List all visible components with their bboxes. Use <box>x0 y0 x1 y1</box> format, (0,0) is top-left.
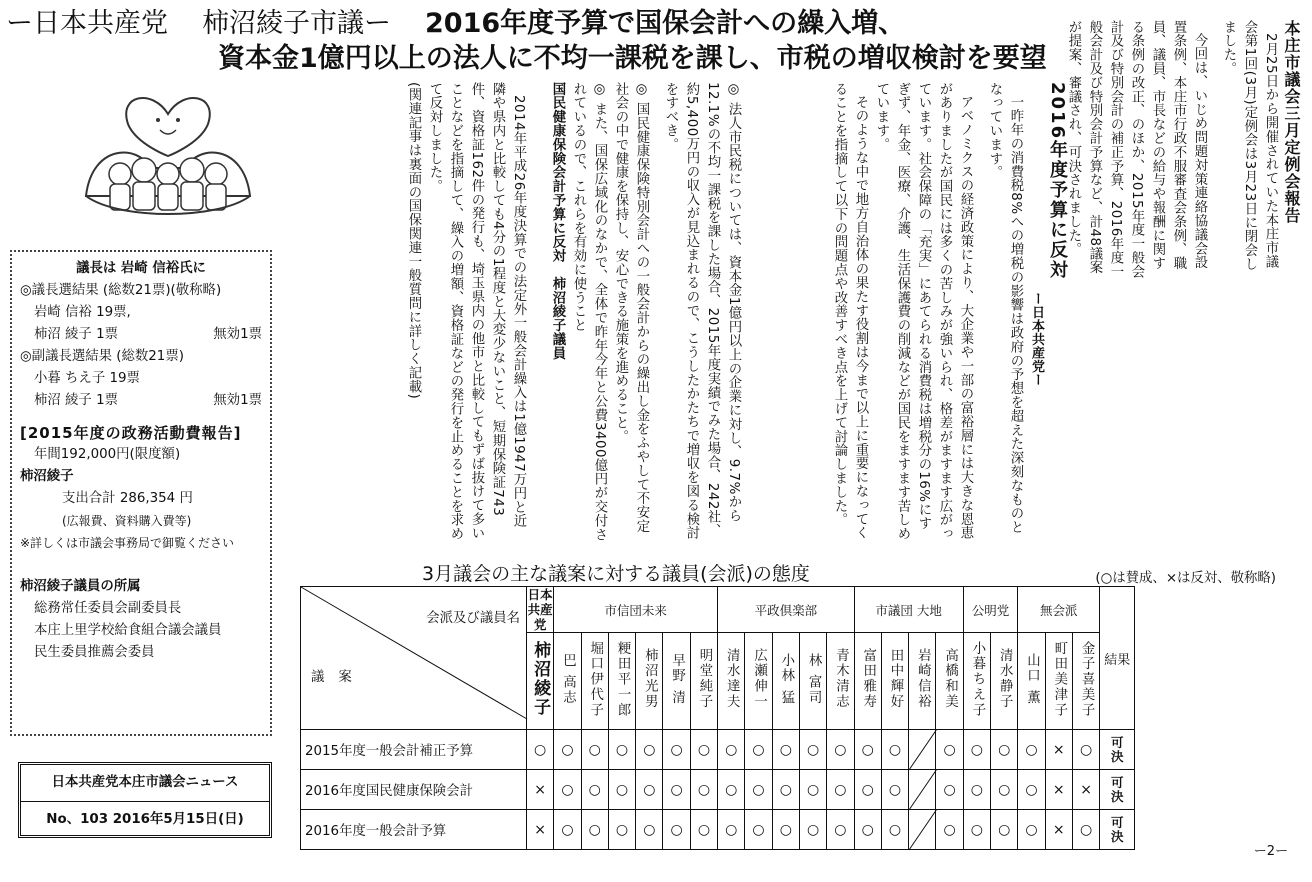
vote-cell: ○ <box>1018 810 1045 850</box>
vote-cell: ○ <box>772 770 799 810</box>
vote-cell: ○ <box>581 810 608 850</box>
member-name: 山口 薫 <box>1024 652 1040 706</box>
vote-cell: ○ <box>936 810 963 850</box>
vote-cell: × <box>527 770 554 810</box>
vote-cell: ○ <box>608 730 635 770</box>
vote-cell: ○ <box>663 730 690 770</box>
vote-cell: ○ <box>581 770 608 810</box>
member-name: 青木清志 <box>833 648 849 710</box>
expense-note: ※詳しくは市議会事務局で御覧ください <box>20 536 235 550</box>
budget-bullet-3: ◎ また、国保広域化のなかで、全体で昨年今年と公費3400億円が交付されているので、これらを有効に使うこと <box>571 82 607 542</box>
vote-cell: ○ <box>554 810 581 850</box>
vote-table-group: 無会派 <box>1018 587 1100 633</box>
vote-table-group: 平政倶楽部 <box>718 587 854 633</box>
budget-title: 2016年度予算に反対 <box>1047 82 1068 281</box>
honjo-p2: 今回は、いじめ問題対策連絡協議会設置条例、本庄市行政不服審査会条例、職員、議員、市長などの給与や報酬に関する条例の改正、のほか、2015年度一般会計及び特別会計の補正予算、2016年度一般会計及び特別会計予算など、計48議案が提案、審議され、可決されました。 <box>1066 20 1207 279</box>
roles-title: 柿沼綾子議員の所属 <box>20 579 141 594</box>
vote-cell: ○ <box>1018 730 1045 770</box>
vote-cell-absent <box>909 730 936 770</box>
role-item: 民生委員推薦会委員 <box>34 645 155 660</box>
vote-cell: ○ <box>1072 810 1099 850</box>
expense-annual: 年間192,000円(限度額) <box>34 447 181 462</box>
absent-slash <box>909 770 936 810</box>
vote-cell: ○ <box>718 730 745 770</box>
vote-table-member <box>581 633 608 730</box>
vote-table-member <box>772 633 799 730</box>
vote-cell: ○ <box>745 810 772 850</box>
vote-table-row <box>301 770 1135 810</box>
vote-cell: ○ <box>636 810 663 850</box>
vote-cell: ○ <box>991 770 1018 810</box>
absent-slash <box>909 810 936 850</box>
newsletter-masthead <box>18 762 272 838</box>
chair-result: ◎議長選結果 (総数21票)(敬称略) <box>20 283 222 298</box>
role-item: 本庄上里学校給食組合議会議員 <box>34 623 222 638</box>
budget-byline: ー日本共産党ー <box>1029 292 1044 387</box>
vote-table-member <box>608 633 635 730</box>
vote-cell: ○ <box>608 770 635 810</box>
member-name: 広瀬伸一 <box>751 648 767 710</box>
budget-article <box>744 82 1068 542</box>
vote-table-group: 日本共産党 <box>527 587 553 632</box>
vote-result: 可 決 <box>1100 770 1135 810</box>
vote-table-member <box>1072 633 1099 730</box>
vote-cell: ○ <box>854 810 881 850</box>
vote-table-member <box>991 633 1018 730</box>
vice-vote-2: 柿沼 綾子 1票 <box>34 393 118 408</box>
vote-table-member <box>636 633 663 730</box>
vote-cell: × <box>1045 810 1072 850</box>
vote-table-member <box>663 633 690 730</box>
member-name: 清水達夫 <box>724 648 740 710</box>
vote-cell: ○ <box>554 770 581 810</box>
vote-table-member <box>854 633 881 730</box>
vote-cell: × <box>1072 770 1099 810</box>
budget-bullet-1: ◎ 法人市民税については、資本金1億円以上の企業に対し、9.7%から12.1%の不均一課税を課した場合、2015年度実績でみた場合、242社、約5,400万円の収入が見込まれるので、こうしたかたちで増収を図る検討をすべき。 <box>663 82 741 540</box>
member-name: 小暮ちえ子 <box>969 640 985 718</box>
vice-vote-1: 小暮 ちえ子 19票 <box>34 371 140 386</box>
newsletter-name: 日本共産党本庄市議会ニュース <box>21 765 269 802</box>
vote-cell: ○ <box>936 770 963 810</box>
vote-cell: ○ <box>663 810 690 850</box>
bill-name: 2016年度一般会計予算 <box>301 810 527 850</box>
vote-cell: ○ <box>799 730 826 770</box>
vote-table-group: 市信団未来 <box>554 587 718 633</box>
member-name: 清水静子 <box>997 648 1013 710</box>
vote-table-member <box>690 633 717 730</box>
vote-cell: × <box>527 810 554 850</box>
member-name: 明堂純子 <box>696 648 712 710</box>
vote-cell-absent <box>909 810 936 850</box>
chair-invalid: 無効1票 <box>213 327 262 342</box>
member-name: 町田美津子 <box>1051 640 1067 718</box>
vote-table-result-header: 結果 <box>1100 587 1135 730</box>
member-name: 柿沼光男 <box>642 648 658 710</box>
vote-cell: ○ <box>745 730 772 770</box>
vote-cell: ○ <box>690 730 717 770</box>
absent-slash <box>909 730 936 770</box>
vote-cell: ○ <box>745 770 772 810</box>
vote-table-row <box>301 810 1135 850</box>
vice-invalid: 無効1票 <box>213 393 262 408</box>
headline <box>6 8 1066 74</box>
budget-p3: そのような中で地方自治体の果たす役割は今まで以上に重要になってくることを指摘して以下の問題点や改善すべき点を上げて討論しました。 <box>832 82 868 541</box>
vote-result: 可 決 <box>1100 810 1135 850</box>
vote-table-member <box>936 633 963 730</box>
vote-table-group: 市議団 大地 <box>854 587 963 633</box>
vote-cell: ○ <box>991 730 1018 770</box>
vote-cell: ○ <box>690 770 717 810</box>
member-name: 高橋和美 <box>942 648 958 710</box>
headline-member: 柿沼綾子市議ー <box>202 8 391 39</box>
vote-cell: ○ <box>963 770 990 810</box>
vice-result: ◎副議長選結果 (総数21票) <box>20 349 184 364</box>
vote-cell: ○ <box>554 730 581 770</box>
vote-table-member <box>527 633 554 730</box>
vote-table-member <box>799 633 826 730</box>
headline-party: ー日本共産党 <box>6 8 168 39</box>
vote-cell: ○ <box>663 770 690 810</box>
vote-table-member <box>745 633 772 730</box>
member-name: 柿沼綾子 <box>530 641 551 717</box>
vote-table-member <box>909 633 936 730</box>
honjo-title: 本庄市議会三月定例会報告 <box>1282 20 1301 224</box>
member-name: 林 富司 <box>806 652 822 706</box>
role-item: 総務常任委員会副委員長 <box>34 601 182 616</box>
honjo-report <box>1066 20 1302 280</box>
chair-vote-1: 岩崎 信裕 19票, <box>34 305 131 320</box>
member-name: 早野 清 <box>669 652 685 706</box>
member-name: 粳田平一郎 <box>615 640 631 718</box>
expense-member: 柿沼綾子 <box>20 469 74 484</box>
vote-cell: ○ <box>799 770 826 810</box>
vote-table-corner-bills: 議案 <box>311 670 366 685</box>
vote-cell: ○ <box>854 730 881 770</box>
vote-table-member <box>881 633 908 730</box>
headline-line1: 2016年度予算で国保会計への繰入増、 <box>425 8 906 39</box>
vote-cell: ○ <box>854 770 881 810</box>
vote-table-member <box>718 633 745 730</box>
expense-detail: (広報費、資料購入費等) <box>62 514 192 528</box>
vote-table-member <box>1045 633 1072 730</box>
member-name: 富田雅寿 <box>860 648 876 710</box>
expense-title: [2015年度の政務活動費報告] <box>20 424 242 442</box>
vote-cell: ○ <box>690 810 717 850</box>
vote-cell: ○ <box>608 810 635 850</box>
kokuho-p1: 2014年平成26年度決算での法定外一般会計繰入は1億1947万円と近隣や県内と比較しても4分の1程度と大変少ないこと、短期保険証743件、資格証162件の発行も、埼玉県内の他市と比較してもずば抜けて多いことなどを指摘して、繰入の増額、資格証などの発行を止めることを求めて反対しました。 <box>427 82 526 541</box>
member-name: 巴 高志 <box>560 652 576 706</box>
vote-cell: ○ <box>718 770 745 810</box>
member-name: 堀口伊代子 <box>587 640 603 718</box>
kokuho-article <box>284 82 744 542</box>
vote-table-row <box>301 730 1135 770</box>
budget-p1: 一昨年の消費税8%への増税の影響は政府の予想を超えた深刻なものとなっています。 <box>987 82 1023 535</box>
vote-table-group-row <box>301 587 1135 633</box>
vote-cell: ○ <box>581 730 608 770</box>
vote-cell: ○ <box>881 730 908 770</box>
vote-table-title: 3月議会の主な議案に対する議員(会派)の態度 <box>422 563 810 585</box>
honjo-p1: 2月25日から開催されていた本庄市議会第1回(3月)定例会は3月23日に閉会しました。 <box>1221 20 1278 272</box>
member-name: 小林 猛 <box>778 652 794 706</box>
chair-vote-2: 柿沼 綾子 1票 <box>34 327 118 342</box>
vote-table-group: 公明党 <box>963 587 1018 633</box>
member-name: 金子喜美子 <box>1079 640 1095 718</box>
vote-cell: ○ <box>1018 770 1045 810</box>
vote-cell: × <box>1045 730 1072 770</box>
vote-cell: ○ <box>718 810 745 850</box>
vote-cell: ○ <box>963 730 990 770</box>
kokuho-member: 柿沼綾子議員 <box>550 276 565 361</box>
vote-cell: ○ <box>527 730 554 770</box>
member-name: 田中輝好 <box>888 648 903 710</box>
vote-table-member <box>963 633 990 730</box>
vote-table-corner-members: 会派及び議員名 <box>426 611 520 626</box>
vote-cell: ○ <box>772 730 799 770</box>
vote-table-caption <box>300 562 1276 586</box>
expense-total: 支出合計 286,354 円 <box>62 491 193 506</box>
budget-bullet-2: ◎ 国民健康保険特別会計への一般会計からの繰出し金をふやして不安定社会の中で健康を保持し、安心できる施策を進めること。 <box>613 82 649 534</box>
vote-table-member <box>827 633 854 730</box>
bill-name: 2016年度国民健康保険会計 <box>301 770 527 810</box>
vote-table-legend: (○は賛成、×は反対、敬称略) <box>1095 571 1276 586</box>
vote-cell: ○ <box>881 770 908 810</box>
vote-cell: ○ <box>772 810 799 850</box>
vote-table-member <box>1018 633 1045 730</box>
vote-cell: ○ <box>827 770 854 810</box>
member-name: 岩崎信裕 <box>915 648 931 710</box>
family-heart-illustration <box>78 84 258 220</box>
kokuho-note: (関連記事は裏面の国保関連一般質問に詳しく記載) <box>406 82 421 400</box>
vote-table-corner <box>301 587 527 730</box>
vote-cell: ○ <box>636 770 663 810</box>
vote-table <box>300 586 1135 850</box>
vote-cell-absent <box>909 770 936 810</box>
bill-name: 2015年度一般会計補正予算 <box>301 730 527 770</box>
newsletter-issue: No、103 2016年5月15日(日) <box>46 812 244 827</box>
vote-cell: ○ <box>799 810 826 850</box>
vote-cell: ○ <box>963 810 990 850</box>
vote-cell: ○ <box>991 810 1018 850</box>
vote-cell: ○ <box>1072 730 1099 770</box>
vote-cell: × <box>1045 770 1072 810</box>
vote-cell: ○ <box>936 730 963 770</box>
budget-p2: アベノミクスの経済政策により、大企業や一部の富裕層には大きな恩恵がありましたが国民には多くの苦しみが強いられ、格差がますます広がっています。社会保障の「充実」にあてられる消費税は増税分の16%にすぎず、年金、医療、介護、生活保護費の削減などが国民をますます苦しめています。 <box>874 82 973 541</box>
vote-cell: ○ <box>827 810 854 850</box>
page-number: ー2ー <box>1253 844 1288 859</box>
vote-table-member <box>554 633 581 730</box>
vote-cell: ○ <box>827 730 854 770</box>
chair-title: 議長は 岩崎 信裕氏に <box>76 261 206 276</box>
vote-cell: ○ <box>881 810 908 850</box>
vote-result: 可 決 <box>1100 730 1135 770</box>
council-info-box <box>10 250 272 736</box>
vote-cell: ○ <box>636 730 663 770</box>
kokuho-title: 国民健康保険会計予算に反対 <box>550 82 565 263</box>
headline-line2: 資本金1億円以上の法人に不均一課税を課し、市税の増収検討を要望 <box>218 43 1047 75</box>
